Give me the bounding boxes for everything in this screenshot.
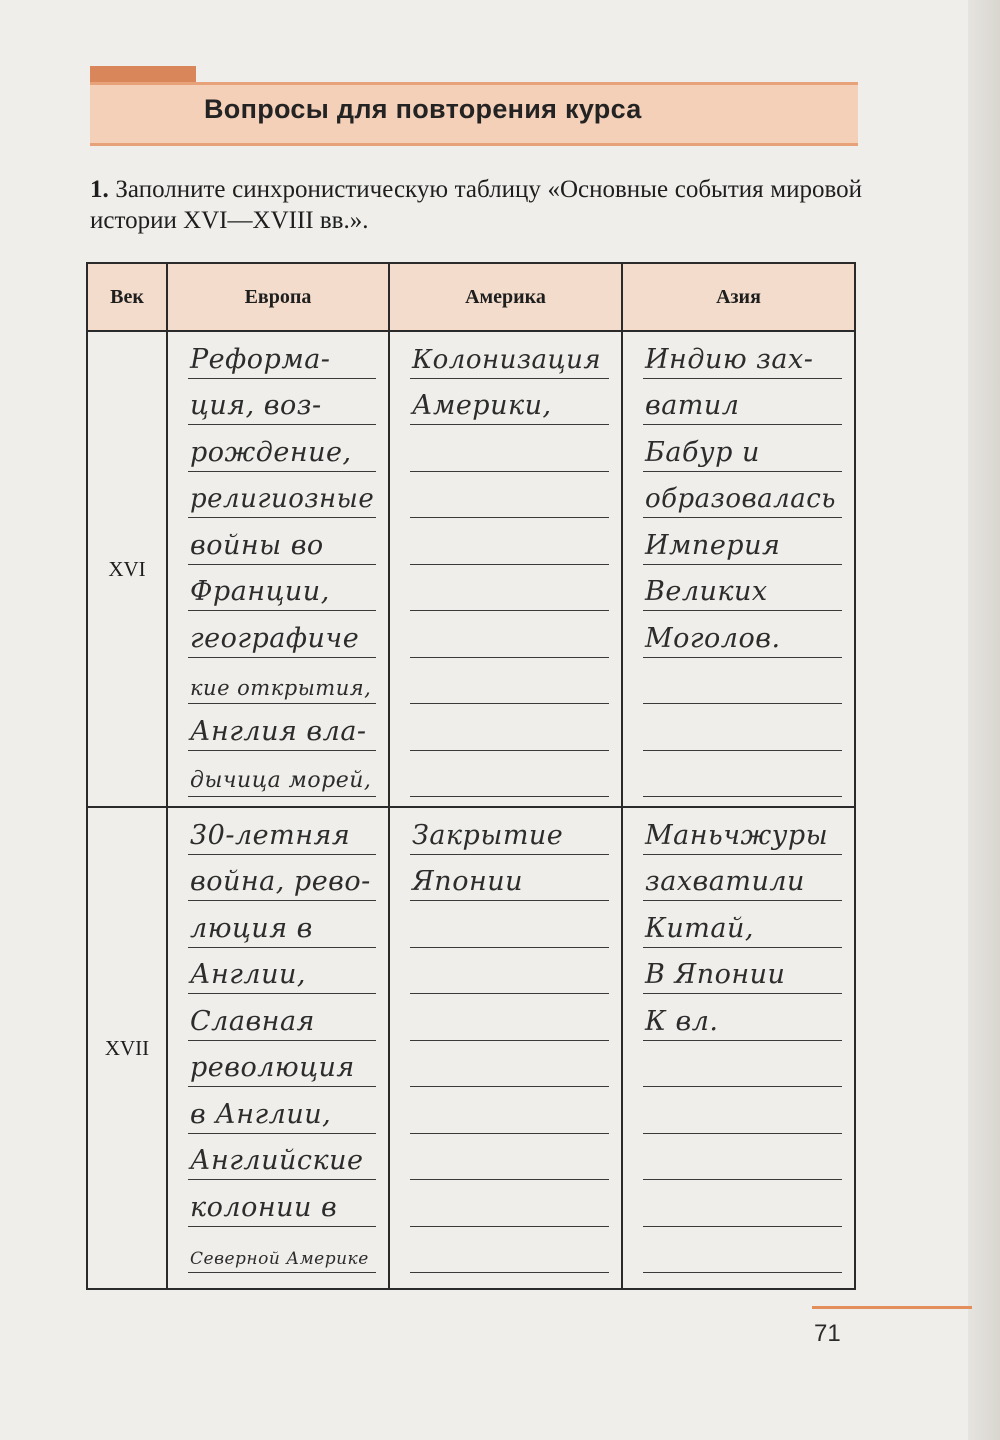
writing-line bbox=[188, 855, 376, 902]
handwritten-text: дычица морей, bbox=[190, 768, 372, 793]
task-number: 1. bbox=[90, 176, 109, 203]
header-america: Америка bbox=[389, 263, 622, 331]
section-title: Вопросы для повторения курса bbox=[204, 94, 642, 124]
writing-line bbox=[643, 994, 842, 1041]
writing-line bbox=[188, 1087, 376, 1134]
table-row bbox=[87, 331, 855, 807]
handwritten-text: Индию зах- bbox=[645, 343, 814, 375]
writing-line bbox=[410, 994, 609, 1041]
handwritten-text: Японии bbox=[412, 866, 524, 897]
handwritten-text: ватил bbox=[645, 390, 740, 421]
writing-line bbox=[643, 565, 842, 612]
handwritten-text: Славная bbox=[190, 1005, 315, 1037]
writing-line bbox=[643, 379, 842, 426]
writing-line bbox=[410, 1227, 609, 1274]
america-cell[interactable] bbox=[389, 807, 622, 1289]
task-body: Заполните синхронистическую таблицу «Основные события мировой истории XVI—XVIII вв.». bbox=[90, 176, 863, 234]
handwritten-text: образовалась bbox=[645, 484, 836, 514]
page-number: 71 bbox=[814, 1320, 841, 1347]
writing-line bbox=[410, 1134, 609, 1181]
writing-line bbox=[410, 704, 609, 751]
writing-line bbox=[188, 1180, 376, 1227]
writing-line bbox=[188, 1134, 376, 1181]
writing-line bbox=[643, 808, 842, 855]
writing-line bbox=[188, 472, 376, 519]
writing-line bbox=[410, 611, 609, 658]
header-century: Век bbox=[87, 263, 167, 331]
writing-line bbox=[410, 379, 609, 426]
writing-line bbox=[643, 1180, 842, 1227]
writing-line bbox=[643, 948, 842, 995]
handwritten-text: Моголов. bbox=[645, 622, 781, 654]
writing-line bbox=[188, 704, 376, 751]
table-row bbox=[87, 807, 855, 1289]
writing-line bbox=[188, 611, 376, 658]
century-cell: XVII bbox=[87, 807, 167, 1289]
handwritten-text: Империя bbox=[645, 529, 781, 561]
writing-line bbox=[188, 565, 376, 612]
writing-line bbox=[410, 855, 609, 902]
handwritten-text: К вл. bbox=[645, 1005, 719, 1037]
handwritten-text: рождение, bbox=[190, 436, 352, 468]
handwritten-text: революция bbox=[190, 1052, 355, 1083]
handwritten-text: религиозные bbox=[190, 484, 375, 514]
header-asia: Азия bbox=[622, 263, 855, 331]
handwritten-text: Маньчжуры bbox=[645, 819, 829, 851]
writing-line bbox=[410, 472, 609, 519]
writing-line bbox=[643, 1227, 842, 1274]
writing-line bbox=[643, 901, 842, 948]
europe-cell[interactable] bbox=[167, 807, 389, 1289]
handwritten-text: Реформа- bbox=[190, 343, 331, 375]
writing-line bbox=[188, 425, 376, 472]
writing-line bbox=[188, 901, 376, 948]
table-header-row bbox=[87, 263, 855, 331]
handwritten-text: 30-летняя bbox=[190, 819, 351, 851]
europe-cell[interactable] bbox=[167, 331, 389, 807]
handwritten-text: колонии в bbox=[190, 1191, 338, 1223]
writing-line bbox=[643, 1134, 842, 1181]
writing-line bbox=[643, 1087, 842, 1134]
handwritten-text: Китай, bbox=[645, 912, 754, 944]
writing-line bbox=[643, 855, 842, 902]
writing-line bbox=[643, 425, 842, 472]
handwritten-text: Колонизация bbox=[412, 344, 602, 375]
writing-line bbox=[410, 658, 609, 705]
writing-line bbox=[410, 1180, 609, 1227]
writing-line bbox=[410, 565, 609, 612]
writing-line bbox=[188, 751, 376, 798]
writing-lines bbox=[168, 808, 388, 1273]
writing-lines bbox=[390, 808, 621, 1273]
writing-line bbox=[410, 332, 609, 379]
header-europe: Европа bbox=[167, 263, 389, 331]
handwritten-text: Англия вла- bbox=[190, 715, 367, 747]
writing-lines bbox=[168, 332, 388, 797]
handwritten-text: кие открытия, bbox=[190, 676, 372, 700]
writing-line bbox=[643, 518, 842, 565]
handwritten-text: война, рево- bbox=[190, 866, 371, 897]
writing-line bbox=[410, 1087, 609, 1134]
handwritten-text: люция в bbox=[190, 912, 313, 944]
handwritten-text: Английские bbox=[190, 1145, 364, 1176]
handwritten-text: Северной Америке bbox=[190, 1249, 369, 1269]
century-cell: XVI bbox=[87, 331, 167, 807]
task-text bbox=[90, 174, 862, 236]
page-edge bbox=[968, 0, 1000, 1440]
writing-line bbox=[188, 518, 376, 565]
writing-line bbox=[188, 808, 376, 855]
synchronistic-table bbox=[86, 262, 856, 1290]
writing-lines bbox=[390, 332, 621, 797]
writing-line bbox=[410, 425, 609, 472]
handwritten-text: географиче bbox=[190, 622, 360, 654]
writing-line bbox=[410, 808, 609, 855]
handwritten-text: Англии, bbox=[190, 959, 306, 990]
writing-line bbox=[643, 704, 842, 751]
handwritten-text: в Англии, bbox=[190, 1098, 332, 1130]
writing-line bbox=[410, 948, 609, 995]
writing-line bbox=[410, 751, 609, 798]
writing-line bbox=[643, 332, 842, 379]
writing-line bbox=[410, 901, 609, 948]
writing-line bbox=[643, 1041, 842, 1088]
writing-line bbox=[410, 1041, 609, 1088]
handwritten-text: Закрытие bbox=[412, 819, 564, 851]
handwritten-text: Америки, bbox=[412, 390, 552, 421]
writing-line bbox=[188, 332, 376, 379]
handwritten-text: ция, воз- bbox=[190, 390, 322, 421]
header-accent bbox=[90, 66, 196, 82]
footer-rule bbox=[812, 1306, 972, 1309]
handwritten-text: Франции, bbox=[190, 576, 330, 607]
writing-lines bbox=[623, 332, 854, 797]
writing-line bbox=[188, 379, 376, 426]
writing-line bbox=[643, 611, 842, 658]
handwritten-text: Бабур и bbox=[645, 436, 760, 468]
asia-cell[interactable] bbox=[622, 331, 855, 807]
writing-line bbox=[410, 518, 609, 565]
writing-line bbox=[188, 948, 376, 995]
writing-line bbox=[643, 658, 842, 705]
asia-cell[interactable] bbox=[622, 807, 855, 1289]
writing-line bbox=[188, 1041, 376, 1088]
america-cell[interactable] bbox=[389, 331, 622, 807]
handwritten-text: войны во bbox=[190, 529, 324, 561]
writing-line bbox=[643, 751, 842, 798]
writing-line bbox=[188, 1227, 376, 1274]
handwritten-text: захватили bbox=[645, 866, 805, 897]
writing-line bbox=[188, 658, 376, 705]
writing-line bbox=[188, 994, 376, 1041]
writing-lines bbox=[623, 808, 854, 1273]
writing-line bbox=[643, 472, 842, 519]
handwritten-text: Великих bbox=[645, 576, 768, 607]
handwritten-text: В Японии bbox=[645, 959, 786, 990]
